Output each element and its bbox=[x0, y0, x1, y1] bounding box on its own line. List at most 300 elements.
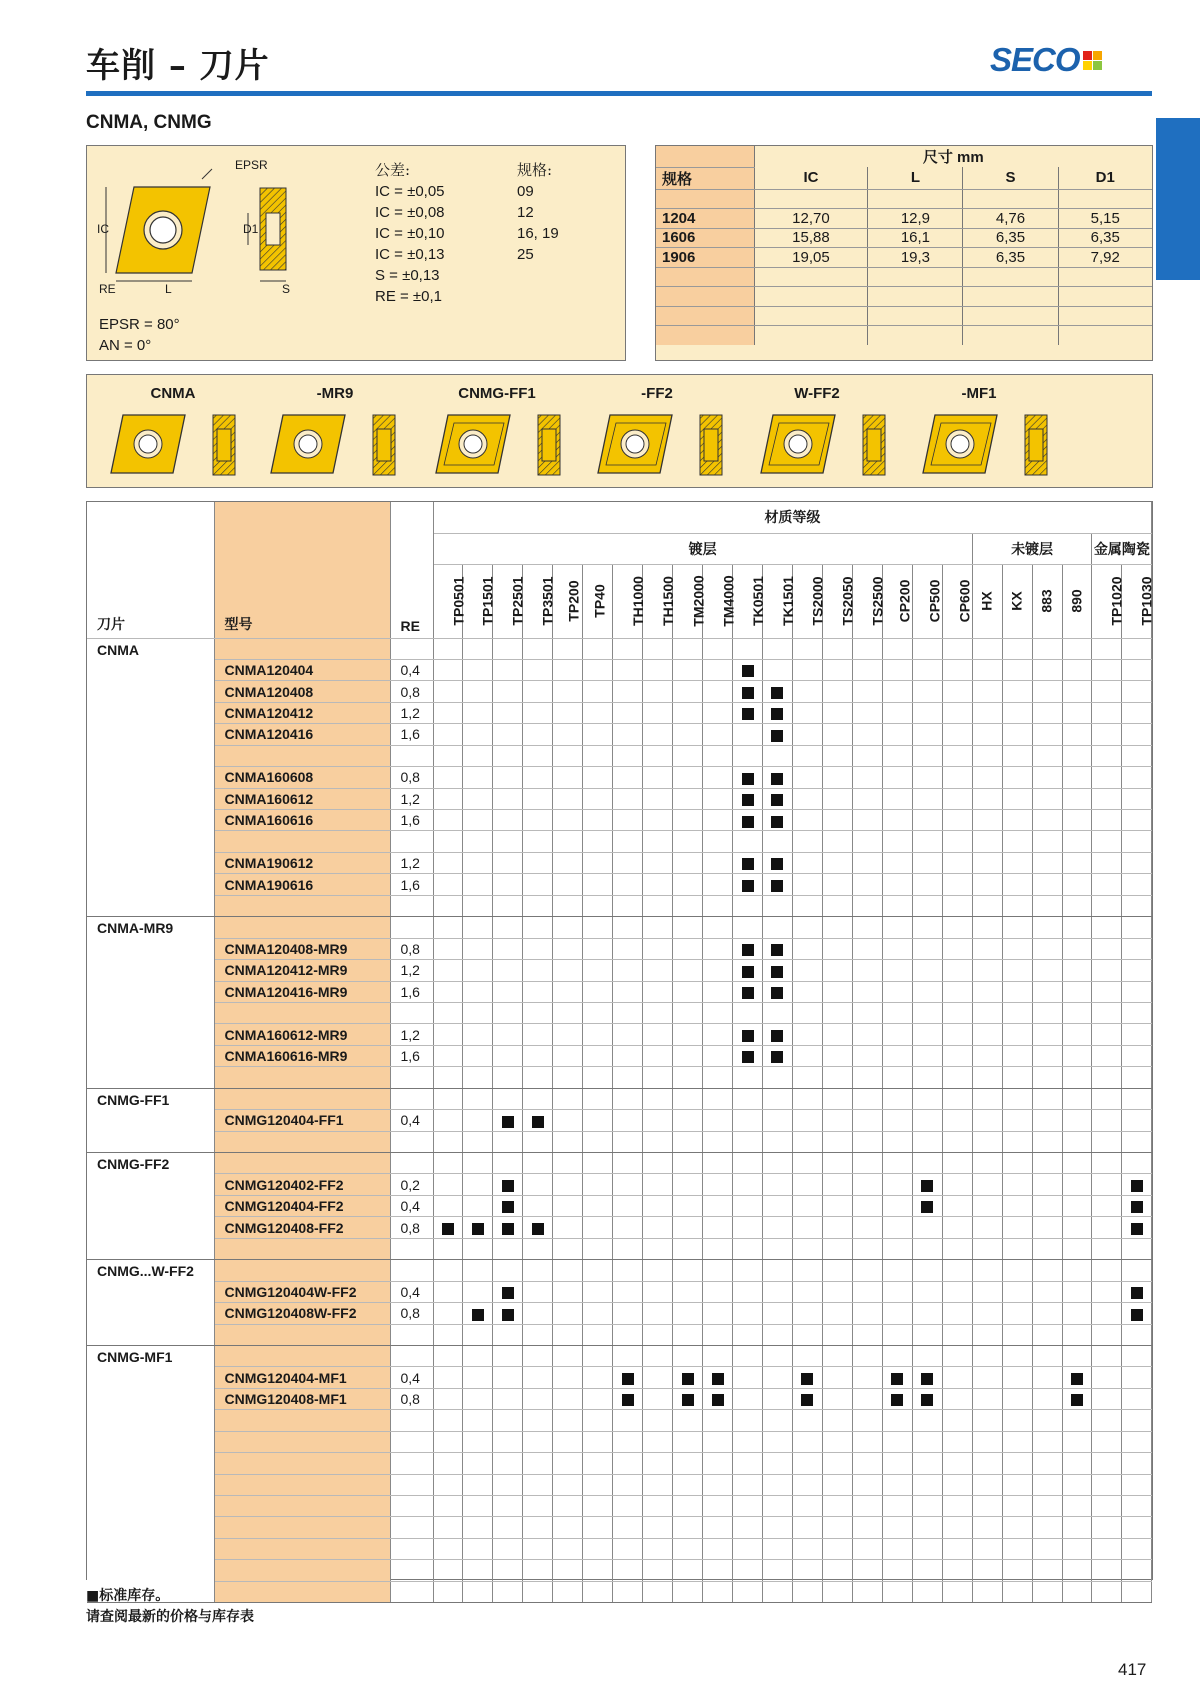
grade-cell bbox=[822, 981, 852, 1002]
grade-cell bbox=[733, 1303, 763, 1324]
grade-cell bbox=[972, 1131, 1002, 1152]
grade-cell bbox=[762, 1345, 792, 1366]
dim-col-header: L bbox=[868, 167, 963, 189]
grade-cell bbox=[433, 1131, 463, 1152]
grade-cell bbox=[703, 1088, 733, 1109]
grade-cell bbox=[792, 1281, 822, 1302]
grade-cell bbox=[613, 702, 643, 723]
grade-cell bbox=[733, 1538, 763, 1559]
grade-cell bbox=[673, 1067, 703, 1088]
grade-cell bbox=[643, 981, 673, 1002]
grade-cell bbox=[792, 831, 822, 852]
grade-cell bbox=[1122, 1024, 1152, 1045]
grade-cell bbox=[882, 1453, 912, 1474]
grade-cell bbox=[433, 874, 463, 895]
grade-cell bbox=[1122, 810, 1152, 831]
grade-cell bbox=[762, 1538, 792, 1559]
grade-cell bbox=[553, 1281, 583, 1302]
grade-cell bbox=[733, 788, 763, 809]
grade-cell bbox=[493, 681, 523, 702]
product-row bbox=[87, 724, 1152, 745]
grade-cell bbox=[583, 960, 613, 981]
grade-cell bbox=[433, 917, 463, 938]
grade-cell bbox=[553, 788, 583, 809]
grade-cell bbox=[553, 1345, 583, 1366]
grade-cell bbox=[433, 702, 463, 723]
grade-cell bbox=[942, 1281, 972, 1302]
grade-cell bbox=[493, 1217, 523, 1238]
grade-name-cell bbox=[1062, 565, 1092, 638]
grade-cell bbox=[583, 767, 613, 788]
model-cell: CNMA160608 bbox=[214, 767, 390, 788]
grade-cell bbox=[613, 1067, 643, 1088]
grade-cell bbox=[942, 1453, 972, 1474]
grade-cell bbox=[703, 938, 733, 959]
stock-mark-icon bbox=[502, 1309, 514, 1321]
grade-cell bbox=[882, 1195, 912, 1216]
grade-cell bbox=[673, 1431, 703, 1452]
grade-cell bbox=[493, 1324, 523, 1345]
grade-cell bbox=[583, 874, 613, 895]
grade-cell bbox=[792, 874, 822, 895]
model-cell: CNMG120404-FF2 bbox=[214, 1195, 390, 1216]
model-cell bbox=[214, 1453, 390, 1474]
grade-cell bbox=[852, 1281, 882, 1302]
grade-cell bbox=[1002, 767, 1032, 788]
grade-cell bbox=[433, 638, 463, 659]
grade-cell bbox=[762, 1045, 792, 1066]
grade-cell bbox=[1062, 1345, 1092, 1366]
stock-mark-icon bbox=[921, 1373, 933, 1385]
grade-cell bbox=[792, 852, 822, 873]
stock-mark-icon bbox=[891, 1373, 903, 1385]
re-cell: 1,6 bbox=[390, 724, 433, 745]
grade-cell bbox=[882, 1367, 912, 1388]
grade-cell bbox=[523, 1474, 553, 1495]
grade-cell bbox=[583, 1453, 613, 1474]
grade-cell bbox=[1062, 960, 1092, 981]
grade-cell bbox=[463, 1110, 493, 1131]
grade-cell bbox=[1062, 938, 1092, 959]
grade-cell bbox=[882, 1388, 912, 1409]
grade-cell bbox=[583, 1131, 613, 1152]
insert-group-name: CNMG-FF2 bbox=[87, 1153, 214, 1260]
grade-cell bbox=[463, 1238, 493, 1259]
grade-cell bbox=[583, 1303, 613, 1324]
grade-cell bbox=[762, 702, 792, 723]
grade-cell bbox=[1122, 702, 1152, 723]
grade-cell bbox=[733, 1131, 763, 1152]
grade-cell bbox=[942, 1174, 972, 1195]
grade-cell bbox=[792, 1324, 822, 1345]
grade-cell bbox=[613, 1110, 643, 1131]
grade-cell bbox=[703, 1453, 733, 1474]
stock-mark-icon bbox=[1131, 1309, 1143, 1321]
grade-cell bbox=[822, 1431, 852, 1452]
size-value: 12 bbox=[517, 204, 534, 221]
size-value: 09 bbox=[517, 183, 534, 200]
grade-cell bbox=[673, 895, 703, 916]
grade-cell bbox=[553, 1110, 583, 1131]
grade-cell bbox=[942, 981, 972, 1002]
grade-cell bbox=[1062, 1110, 1092, 1131]
model-cell bbox=[214, 1238, 390, 1259]
grade-cell bbox=[912, 1431, 942, 1452]
grade-cell bbox=[972, 1324, 1002, 1345]
grade-name-cell bbox=[942, 565, 972, 638]
grade-cell bbox=[1122, 681, 1152, 702]
grade-name-cell bbox=[493, 565, 526, 638]
grade-cell bbox=[643, 659, 673, 680]
grade-cell bbox=[433, 1388, 463, 1409]
grade-cell bbox=[1002, 895, 1032, 916]
grade-cell bbox=[1092, 852, 1122, 873]
grade-cell bbox=[433, 1045, 463, 1066]
grade-cell bbox=[1032, 1388, 1062, 1409]
grade-cell bbox=[912, 1195, 942, 1216]
grade-cell bbox=[493, 831, 523, 852]
grade-cell bbox=[882, 745, 912, 766]
grade-cell bbox=[613, 1581, 643, 1602]
grade-cell bbox=[643, 1388, 673, 1409]
stock-mark-icon bbox=[622, 1373, 634, 1385]
grade-cell bbox=[882, 1517, 912, 1538]
grade-cell bbox=[882, 938, 912, 959]
grade-cell bbox=[673, 767, 703, 788]
grade-cell bbox=[523, 917, 553, 938]
grade-cell bbox=[433, 1560, 463, 1581]
grade-cell bbox=[1062, 1538, 1092, 1559]
grade-cell bbox=[1032, 1153, 1062, 1174]
grade-cell bbox=[1122, 1131, 1152, 1152]
stock-mark-icon bbox=[472, 1223, 484, 1235]
grade-cell bbox=[1122, 1174, 1152, 1195]
grade-cell bbox=[733, 1410, 763, 1431]
grade-name: TP1501 bbox=[479, 576, 496, 626]
grade-cell bbox=[852, 1238, 882, 1259]
logo-square bbox=[1093, 61, 1102, 70]
grade-cell bbox=[1092, 788, 1122, 809]
grade-cell bbox=[882, 874, 912, 895]
grade-cell bbox=[553, 1496, 583, 1517]
model-cell: CNMA190616 bbox=[214, 874, 390, 895]
grade-cell bbox=[972, 1581, 1002, 1602]
grade-cell bbox=[1062, 788, 1092, 809]
grade-cell bbox=[792, 1496, 822, 1517]
grade-cell bbox=[762, 810, 792, 831]
grade-cell bbox=[972, 874, 1002, 895]
grade-cell bbox=[1032, 1260, 1062, 1281]
grade-cell bbox=[553, 1045, 583, 1066]
grade-cell bbox=[882, 1174, 912, 1195]
logo-square bbox=[1083, 51, 1092, 60]
grade-cell bbox=[553, 960, 583, 981]
grade-cell bbox=[852, 638, 882, 659]
grade-name-cell bbox=[523, 565, 556, 638]
group-row bbox=[87, 1260, 1152, 1281]
grade-cell bbox=[1122, 1388, 1152, 1409]
tolerance-values bbox=[375, 181, 445, 307]
product-row bbox=[87, 1303, 1152, 1324]
grade-cell bbox=[1062, 852, 1092, 873]
grade-cell bbox=[852, 1410, 882, 1431]
grade-cell bbox=[643, 1195, 673, 1216]
re-cell: 0,4 bbox=[390, 659, 433, 680]
grade-cell bbox=[972, 1088, 1002, 1109]
grade-cell bbox=[1002, 938, 1032, 959]
grade-cell bbox=[1062, 1281, 1092, 1302]
stock-mark-icon bbox=[682, 1394, 694, 1406]
re-cell: 1,2 bbox=[390, 788, 433, 809]
grade-cell bbox=[792, 1067, 822, 1088]
grade-cell bbox=[673, 1560, 703, 1581]
model-cell bbox=[214, 1517, 390, 1538]
grade-cell bbox=[433, 1260, 463, 1281]
grade-name-cell bbox=[852, 565, 886, 638]
grade-cell bbox=[762, 1002, 792, 1023]
stock-mark-icon bbox=[742, 816, 754, 828]
grade-cell bbox=[493, 1153, 523, 1174]
model-cell bbox=[214, 831, 390, 852]
grade-cell bbox=[852, 810, 882, 831]
grade-cell bbox=[433, 1345, 463, 1366]
grade-name-cell bbox=[703, 565, 737, 638]
grade-cell bbox=[762, 895, 792, 916]
grade-cell bbox=[523, 1367, 553, 1388]
grade-cell bbox=[673, 1388, 703, 1409]
grade-cell bbox=[912, 1345, 942, 1366]
grade-cell bbox=[673, 1367, 703, 1388]
model-cell bbox=[214, 745, 390, 766]
grade-cell bbox=[643, 1367, 673, 1388]
re-cell: 1,2 bbox=[390, 852, 433, 873]
re-cell: 0,8 bbox=[390, 1303, 433, 1324]
grade-cell bbox=[703, 638, 733, 659]
dim-row: 1906 19,05 19,3 6,35 7,92 bbox=[656, 248, 1152, 268]
grade-cell bbox=[1092, 638, 1122, 659]
grade-cell bbox=[792, 1238, 822, 1259]
grade-cell bbox=[912, 1131, 942, 1152]
grade-cell bbox=[613, 1217, 643, 1238]
grade-cell bbox=[673, 638, 703, 659]
grade-cell bbox=[942, 1110, 972, 1131]
grade-cell bbox=[1062, 1581, 1092, 1602]
grade-cell bbox=[792, 1024, 822, 1045]
grade-cell bbox=[762, 1303, 792, 1324]
grade-cell bbox=[912, 1067, 942, 1088]
grade-cell bbox=[1092, 702, 1122, 723]
grade-cell bbox=[882, 1324, 912, 1345]
grade-cell bbox=[703, 1517, 733, 1538]
grade-name: TP40 bbox=[592, 584, 608, 619]
group-row bbox=[87, 917, 1152, 938]
grade-cell bbox=[822, 1174, 852, 1195]
grade-cell bbox=[523, 1088, 553, 1109]
grade-cell bbox=[613, 1153, 643, 1174]
grade-cell bbox=[1062, 1153, 1092, 1174]
grade-cell bbox=[1062, 1560, 1092, 1581]
grade-cell bbox=[703, 981, 733, 1002]
product-row bbox=[87, 1024, 1152, 1045]
grade-cell bbox=[792, 1088, 822, 1109]
grade-cell bbox=[972, 1388, 1002, 1409]
grade-cell bbox=[493, 1002, 523, 1023]
grade-cell bbox=[1032, 810, 1062, 831]
grade-cell bbox=[1092, 1474, 1122, 1495]
grade-cell bbox=[822, 1110, 852, 1131]
grade-cell bbox=[1122, 1367, 1152, 1388]
grade-cell bbox=[1032, 895, 1062, 916]
product-row bbox=[87, 1217, 1152, 1238]
grade-cell bbox=[942, 1388, 972, 1409]
grade-cell bbox=[1062, 702, 1092, 723]
group-row bbox=[87, 638, 1152, 659]
grade-cell bbox=[553, 767, 583, 788]
product-row bbox=[87, 788, 1152, 809]
grade-cell bbox=[1122, 1217, 1152, 1238]
grade-cell bbox=[643, 874, 673, 895]
model-cell: CNMA120404 bbox=[214, 659, 390, 680]
grade-cell bbox=[553, 810, 583, 831]
grade-cell bbox=[852, 1538, 882, 1559]
model-cell bbox=[214, 895, 390, 916]
grade-cell bbox=[463, 1324, 493, 1345]
grade-cell bbox=[1062, 1002, 1092, 1023]
grade-cell bbox=[673, 1195, 703, 1216]
grade-cell bbox=[942, 745, 972, 766]
grade-cell bbox=[703, 1153, 733, 1174]
group-row bbox=[87, 1088, 1152, 1109]
grade-cell bbox=[1062, 681, 1092, 702]
grade-cell bbox=[463, 852, 493, 873]
grade-cell bbox=[1062, 1045, 1092, 1066]
grade-cell bbox=[912, 745, 942, 766]
empty-row bbox=[87, 1560, 1152, 1581]
grade-group-group_coated: 镀层 bbox=[433, 533, 972, 564]
grade-cell bbox=[1092, 1453, 1122, 1474]
grade-cell bbox=[583, 938, 613, 959]
grade-cell bbox=[463, 1303, 493, 1324]
grade-cell bbox=[1032, 1496, 1062, 1517]
logo-squares-icon bbox=[1083, 51, 1102, 70]
stock-mark-icon bbox=[742, 987, 754, 999]
model-cell: CNMA120408 bbox=[214, 681, 390, 702]
grade-cell bbox=[433, 1496, 463, 1517]
grade-cell bbox=[822, 1217, 852, 1238]
empty-row bbox=[87, 1067, 1152, 1088]
grade-cell bbox=[613, 745, 643, 766]
grade-cell bbox=[1122, 938, 1152, 959]
grade-cell bbox=[912, 638, 942, 659]
grade-cell bbox=[643, 831, 673, 852]
grade-cell bbox=[733, 1324, 763, 1345]
grade-cell bbox=[613, 1303, 643, 1324]
grade-cell bbox=[942, 1131, 972, 1152]
grade-cell bbox=[1032, 960, 1062, 981]
grade-cell bbox=[493, 724, 523, 745]
grade-cell bbox=[882, 1131, 912, 1152]
tolerance-value: IC = ±0,05 bbox=[375, 183, 445, 200]
grade-cell bbox=[1002, 1453, 1032, 1474]
grade-cell bbox=[493, 1045, 523, 1066]
grade-cell bbox=[553, 852, 583, 873]
grade-cell bbox=[852, 1195, 882, 1216]
model-cell: CNMA160612 bbox=[214, 788, 390, 809]
re-cell bbox=[390, 1517, 433, 1538]
grade-cell bbox=[643, 1431, 673, 1452]
grade-cell bbox=[1032, 1174, 1062, 1195]
grade-cell bbox=[553, 724, 583, 745]
stock-mark-icon bbox=[742, 794, 754, 806]
stock-mark-icon bbox=[712, 1394, 724, 1406]
grade-cell bbox=[733, 638, 763, 659]
grade-cell bbox=[1062, 659, 1092, 680]
grade-cell bbox=[553, 1410, 583, 1431]
grade-cell bbox=[1122, 1153, 1152, 1174]
stock-mark-icon bbox=[742, 944, 754, 956]
grade-cell bbox=[852, 724, 882, 745]
grade-cell bbox=[733, 874, 763, 895]
grade-cell bbox=[703, 1045, 733, 1066]
grade-cell bbox=[942, 724, 972, 745]
grade-cell bbox=[733, 659, 763, 680]
grade-cell bbox=[1122, 960, 1152, 981]
re-cell bbox=[390, 1131, 433, 1152]
grade-cell bbox=[1092, 724, 1122, 745]
tolerance-panel bbox=[86, 145, 626, 361]
grade-cell bbox=[822, 1324, 852, 1345]
grade-cell bbox=[1092, 1238, 1122, 1259]
grade-cell bbox=[493, 938, 523, 959]
grade-cell bbox=[613, 852, 643, 873]
grade-cell bbox=[733, 702, 763, 723]
grade-cell bbox=[463, 1453, 493, 1474]
grade-cell bbox=[822, 852, 852, 873]
stock-mark-icon bbox=[771, 730, 783, 742]
grade-cell bbox=[852, 1431, 882, 1452]
size-values bbox=[517, 181, 559, 265]
grade-cell bbox=[523, 702, 553, 723]
grade-cell bbox=[733, 1496, 763, 1517]
grade-cell bbox=[822, 1260, 852, 1281]
grade-cell bbox=[613, 1131, 643, 1152]
stock-mark-icon bbox=[771, 966, 783, 978]
grade-cell bbox=[733, 1174, 763, 1195]
grade-cell bbox=[613, 1496, 643, 1517]
grade-cell bbox=[643, 1002, 673, 1023]
grade-cell bbox=[882, 788, 912, 809]
grade-cell bbox=[852, 1088, 882, 1109]
grade-cell bbox=[433, 1474, 463, 1495]
grade-cell bbox=[643, 1045, 673, 1066]
grade-cell bbox=[583, 1410, 613, 1431]
grade-cell bbox=[852, 917, 882, 938]
model-cell: CNMA120412-MR9 bbox=[214, 960, 390, 981]
shape-label: -FF2 bbox=[641, 385, 673, 402]
grade-cell bbox=[1092, 1581, 1122, 1602]
grade-cell bbox=[493, 1410, 523, 1431]
grade-cell bbox=[762, 1088, 792, 1109]
grade-cell bbox=[1002, 981, 1032, 1002]
product-row bbox=[87, 1388, 1152, 1409]
grade-cell bbox=[792, 1517, 822, 1538]
re-cell: 1,2 bbox=[390, 1024, 433, 1045]
re-cell: 0,8 bbox=[390, 681, 433, 702]
grade-cell bbox=[972, 745, 1002, 766]
empty-row bbox=[87, 1496, 1152, 1517]
re-cell bbox=[390, 1002, 433, 1023]
grade-cell bbox=[882, 638, 912, 659]
